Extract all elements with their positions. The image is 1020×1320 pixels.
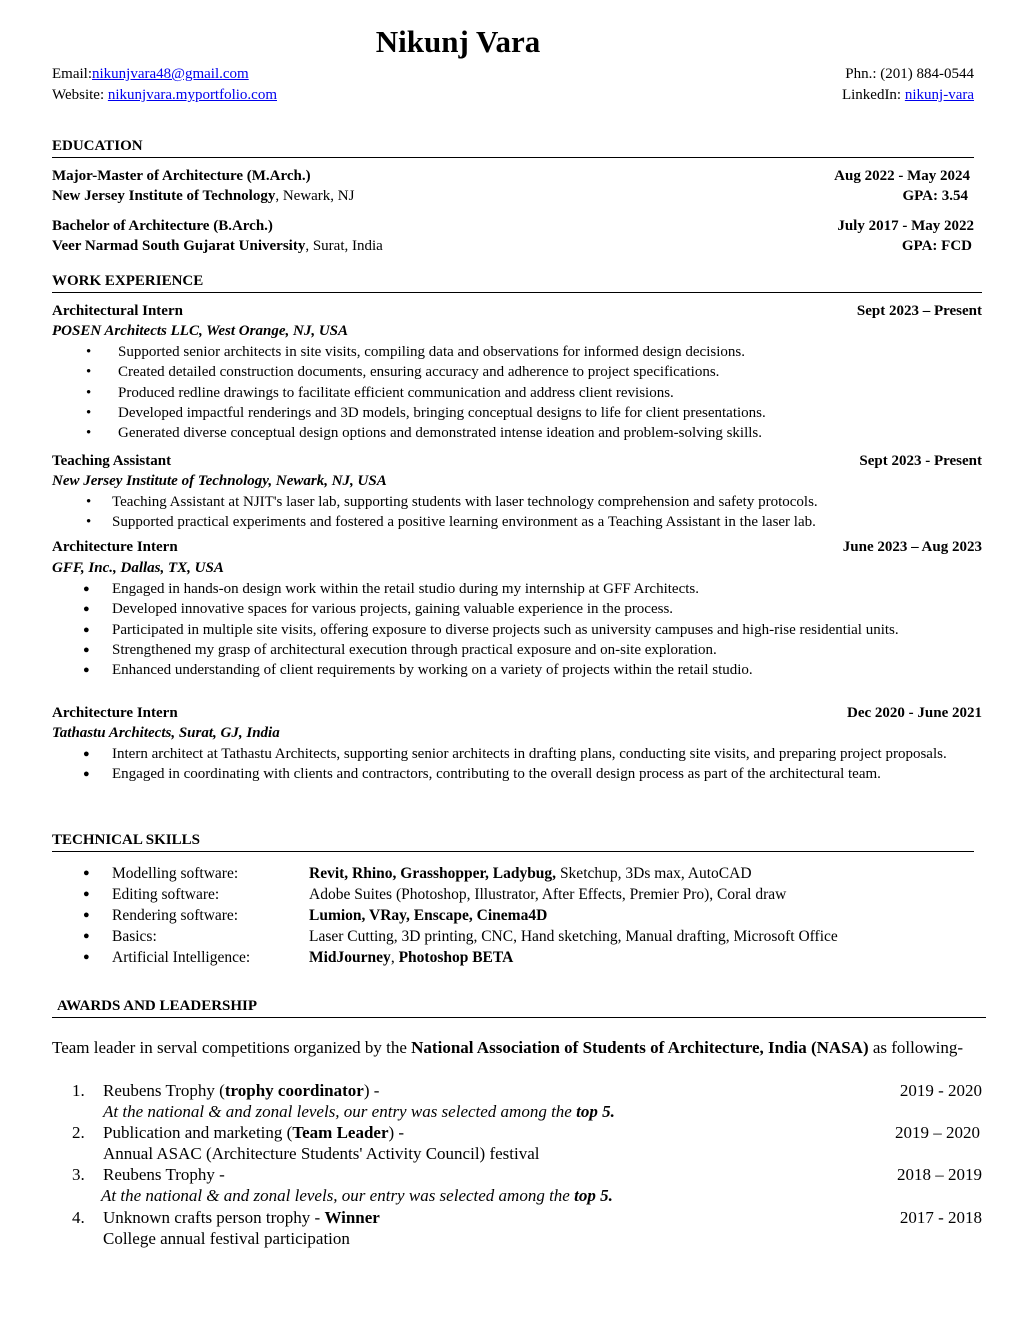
job-company: New Jersey Institute of Technology, Newark, NJ, USA <box>52 473 387 489</box>
job-company-row <box>52 471 970 491</box>
skill-item <box>52 863 982 884</box>
resume-name: Nikunj Vara <box>375 24 541 59</box>
work-heading: WORK EXPERIENCE <box>52 272 982 293</box>
list-item: • Produced redline drawings to facilitate efficient communication and address client revisions. <box>52 383 982 403</box>
job-title-row <box>52 451 982 471</box>
linkedin-label: LinkedIn: <box>841 87 905 103</box>
job-bullets <box>52 342 982 443</box>
skill-rest: Laser Cutting, 3D printing, CNC, Hand sketching, Manual drafting, Microsoft Office <box>309 928 838 945</box>
gpa: GPA: FCD <box>901 238 972 254</box>
job-company: Tathastu Architects, Surat, GJ, India <box>52 725 280 741</box>
list-item: ● Strengthened my grasp of architectural execution through practical exposure and on-site exploration. <box>52 640 977 660</box>
job-bullets <box>52 744 982 785</box>
skill-item <box>52 926 982 947</box>
contact-row-1 <box>52 65 974 84</box>
job-company-row <box>52 321 970 341</box>
award-years: 2019 - 2020 <box>899 1081 982 1100</box>
degree: Major-Master of Architecture (M.Arch.) <box>52 168 311 184</box>
education-degree-row <box>52 166 970 186</box>
education-school-row <box>52 236 972 256</box>
list-item: ● Developed innovative spaces for various projects, gaining valuable experience in the process. <box>52 599 977 619</box>
skills-list <box>52 863 982 968</box>
dates: July 2017 - May 2022 <box>837 218 974 234</box>
job-role: Architectural Intern <box>52 303 183 319</box>
skill-label: ● Modelling software: <box>112 865 239 882</box>
job-bullets <box>52 579 977 680</box>
phone-text: Phn.: (201) 884-0544 <box>845 66 974 82</box>
skill-rest: Sketchup, 3Ds max, AutoCAD <box>556 865 752 882</box>
award-years: 2017 - 2018 <box>899 1208 982 1227</box>
job-role: Architecture Intern <box>52 705 178 721</box>
award-item: 1. Reubens Trophy (trophy coordinator) - 2019 - 2020 At the national & and zonal levels, our entry was selected among the top 5. <box>72 1081 982 1121</box>
awards-intro: Team leader in serval competitions organized by the National Association of Students of Architecture, India (NASA) as following- <box>52 1038 964 1057</box>
list-item: • Created detailed construction documents, ensuring accuracy and adherence to project specifications. <box>52 362 982 382</box>
list-item: ● Participated in multiple site visits, offering exposure to diverse projects such as university campuses and high-rise residential units. <box>52 620 977 640</box>
skill-label: ● Artificial Intelligence: <box>112 949 251 966</box>
email-label: Email: <box>52 66 92 82</box>
skill-bold: Lumion, VRay, Enscape, Cinema4D <box>309 907 548 924</box>
list-item: ● Enhanced understanding of client requirements by working on a variety of projects within the retail studio. <box>52 660 977 680</box>
education-school-row <box>52 186 968 206</box>
award-years: 2018 – 2019 <box>897 1165 982 1184</box>
skill-bold: Revit, Rhino, Grasshopper, Ladybug, <box>309 865 557 882</box>
list-item: • Generated diverse conceptual design options and demonstrated intense ideation and problem-solving skills. <box>52 423 982 443</box>
award-item: 4. Unknown crafts person trophy - Winner 2017 - 2018 College annual festival participation <box>72 1208 982 1248</box>
dates: Aug 2022 - May 2024 <box>834 168 970 184</box>
list-item: • Supported senior architects in site visits, compiling data and observations for informed design decisions. <box>52 342 982 362</box>
website-link[interactable]: nikunjvara.myportfolio.com <box>107 87 278 103</box>
email-link[interactable]: nikunjvara48@gmail.com <box>92 66 249 82</box>
job-dates: June 2023 – Aug 2023 <box>842 539 982 555</box>
award-item: 2. Publication and marketing (Team Leader) - 2019 – 2020 Annual ASAC (Architecture Students' Activity Council) festival <box>72 1123 980 1163</box>
job-company: POSEN Architects LLC, West Orange, NJ, USA <box>52 323 348 339</box>
award-years: 2019 – 2020 <box>895 1123 980 1142</box>
skill-bold: Photoshop BETA <box>398 949 514 966</box>
job-company-row <box>52 723 970 743</box>
awards-heading: AWARDS AND LEADERSHIP <box>52 997 986 1018</box>
school: Veer Narmad South Gujarat University <box>52 238 306 254</box>
job-company-row <box>52 558 970 578</box>
job-dates: Sept 2023 – Present <box>856 303 982 319</box>
job-role: Architecture Intern <box>52 539 178 555</box>
job-dates: Sept 2023 - Present <box>859 453 982 469</box>
job-title-row <box>52 703 982 723</box>
skill-rest: Adobe Suites (Photoshop, Illustrator, After Effects, Premier Pro), Coral draw <box>309 886 787 903</box>
linkedin-link[interactable]: nikunj-vara <box>904 87 974 103</box>
job-bullets <box>52 492 982 533</box>
skill-item <box>52 905 982 926</box>
award-item: 3. Reubens Trophy - 2018 – 2019 At the national & and zonal levels, our entry was selected among the top 5. <box>72 1165 982 1205</box>
list-item: • Teaching Assistant at NJIT's laser lab, supporting students with laser technology comprehension and safety protocols. <box>52 492 982 512</box>
website-label: Website: <box>52 87 108 103</box>
job-dates: Dec 2020 - June 2021 <box>847 705 982 721</box>
job-title-row <box>52 301 982 321</box>
school: New Jersey Institute of Technology <box>52 188 276 204</box>
school-location: , Newark, NJ <box>275 188 355 204</box>
education-heading: EDUCATION <box>52 137 974 158</box>
contact-row-2 <box>52 86 974 105</box>
list-item: • Supported practical experiments and fostered a positive learning environment as a Teaching Assistant in the laser lab. <box>52 512 982 532</box>
skill-label: ● Basics: <box>112 928 157 945</box>
degree: Bachelor of Architecture (B.Arch.) <box>52 218 273 234</box>
job-title-row <box>52 537 982 557</box>
school-location: , Surat, India <box>305 238 383 254</box>
education-degree-row <box>52 216 974 236</box>
list-item: ● Engaged in hands-on design work within the retail studio during my internship at GFF Architects. <box>52 579 977 599</box>
gpa: GPA: 3.54 <box>902 188 968 204</box>
skills-heading: TECHNICAL SKILLS <box>52 831 974 852</box>
skill-item <box>52 884 982 905</box>
skill-item <box>52 947 982 968</box>
list-item: ● Engaged in coordinating with clients and contractors, contributing to the overall design process as part of the architectural team. <box>52 764 982 784</box>
skill-bold: MidJourney <box>309 949 391 966</box>
job-role: Teaching Assistant <box>52 453 172 469</box>
job-company: GFF, Inc., Dallas, TX, USA <box>52 560 224 576</box>
skill-label: ● Editing software: <box>112 886 220 903</box>
skill-label: ● Rendering software: <box>112 907 239 924</box>
skill-rest: , <box>390 949 399 966</box>
list-item: ● Intern architect at Tathastu Architects, supporting senior architects in drafting plans, conducting site visits, and preparing project proposals. <box>52 744 982 764</box>
list-item: • Developed impactful renderings and 3D models, bringing conceptual designs to life for client presentations. <box>52 403 982 423</box>
